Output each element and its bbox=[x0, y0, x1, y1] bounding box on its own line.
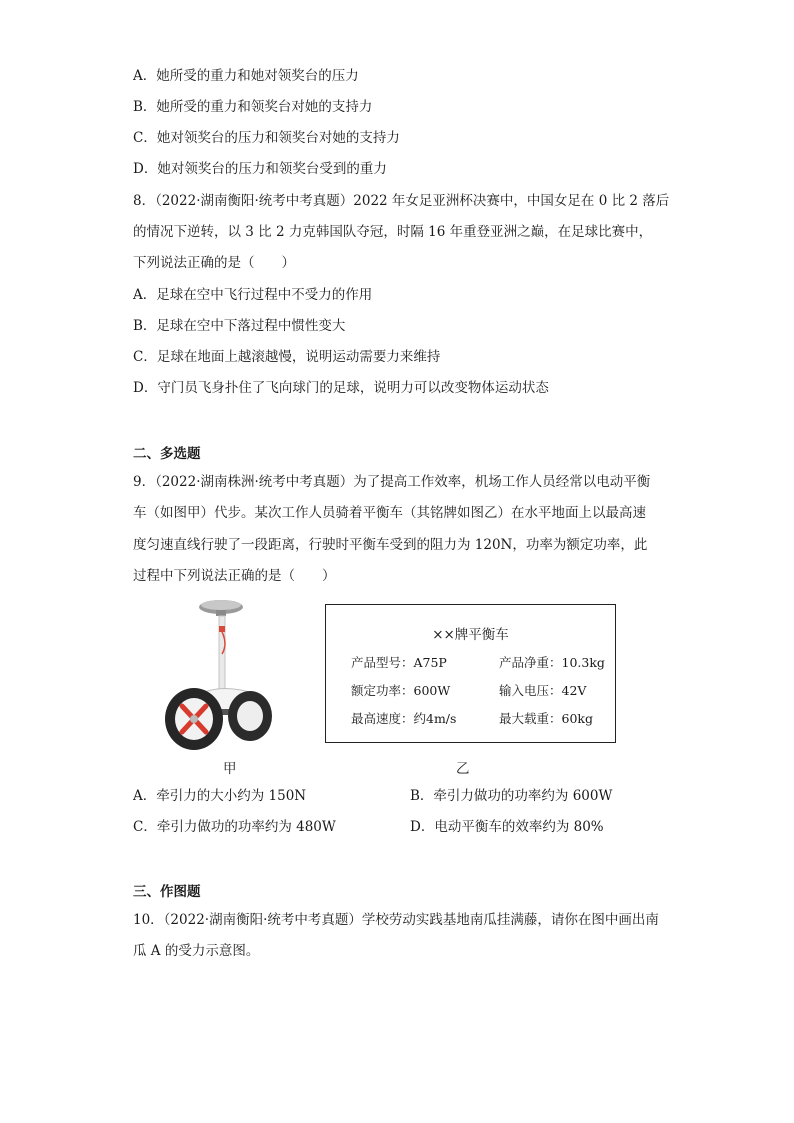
q8-stem-line1: 8．（2022·湖南衡阳·统考中考真题）2022 年女足亚洲杯决赛中，中国女足在 0 比 2 落后 bbox=[133, 193, 670, 209]
figure-label-jia: 甲 bbox=[223, 761, 237, 777]
section-title-drawing: 三、作图题 bbox=[133, 884, 201, 900]
q7-option-d: D．她对领奖台的压力和领奖台受到的重力 bbox=[133, 161, 387, 177]
q9-option-d: D．电动平衡车的效率约为 80% bbox=[410, 819, 604, 835]
q8-stem-line2: 的情况下逆转，以 3 比 2 力克韩国队夺冠，时隔 16 年重登亚洲之巅，在足球比赛中， bbox=[133, 224, 653, 240]
spec-input-voltage: 输入电压：42V bbox=[499, 683, 587, 698]
q9-option-a: A．牵引力的大小约为 150N bbox=[133, 788, 307, 804]
figure-label-yi: 乙 bbox=[456, 761, 470, 777]
q8-stem-line3: 下列说法正确的是（ ） bbox=[133, 255, 295, 271]
q10-stem-line2: 瓜 A 的受力示意图。 bbox=[133, 943, 260, 959]
q9-option-b: B．牵引力做功的功率约为 600W bbox=[410, 788, 613, 804]
spec-max-speed: 最高速度：约4m/s bbox=[351, 711, 457, 726]
q7-option-b: B．她所受的重力和领奖台对她的支持力 bbox=[133, 99, 373, 115]
q8-option-c: C．足球在地面上越滚越慢，说明运动需要力来维持 bbox=[133, 349, 441, 365]
q8-option-b: B．足球在空中下落过程中惯性变大 bbox=[133, 318, 346, 334]
q8-option-d: D．守门员飞身扑住了飞向球门的足球，说明力可以改变物体运动状态 bbox=[133, 380, 549, 396]
q9-stem-line2: 车（如图甲）代步。某次工作人员骑着平衡车（其铭牌如图乙）在水平地面上以最高速 bbox=[133, 505, 646, 521]
nameplate-box bbox=[325, 604, 616, 743]
nameplate-title: ××牌平衡车 bbox=[432, 627, 509, 643]
q7-option-c: C．她对领奖台的压力和领奖台对她的支持力 bbox=[133, 130, 400, 146]
q9-stem-line3: 度匀速直线行驶了一段距离，行驶时平衡车受到的阻力为 120N，功率为额定功率，此 bbox=[133, 537, 648, 553]
q9-option-c: C．牵引力做功的功率约为 480W bbox=[133, 819, 336, 835]
section-title-multiple-choice: 二、多选题 bbox=[133, 446, 201, 462]
spec-max-load: 最大载重：60kg bbox=[499, 711, 593, 726]
spec-model: 产品型号：A75P bbox=[351, 655, 447, 670]
spec-rated-power: 额定功率：600W bbox=[351, 683, 451, 698]
q9-stem-line1: 9．（2022·湖南株洲·统考中考真题）为了提高工作效率，机场工作人员经常以电动平衡 bbox=[133, 474, 651, 490]
spec-net-weight: 产品净重：10.3kg bbox=[499, 655, 605, 670]
balance-scooter-image bbox=[158, 596, 286, 750]
q10-stem-line1: 10．（2022·湖南衡阳·统考中考真题）学校劳动实践基地南瓜挂满藤，请你在图中画出南 bbox=[133, 912, 659, 928]
q7-option-a: A．她所受的重力和她对领奖台的压力 bbox=[133, 68, 359, 84]
q9-stem-line4: 过程中下列说法正确的是（ ） bbox=[133, 568, 336, 584]
q8-option-a: A．足球在空中飞行过程中不受力的作用 bbox=[133, 287, 373, 303]
